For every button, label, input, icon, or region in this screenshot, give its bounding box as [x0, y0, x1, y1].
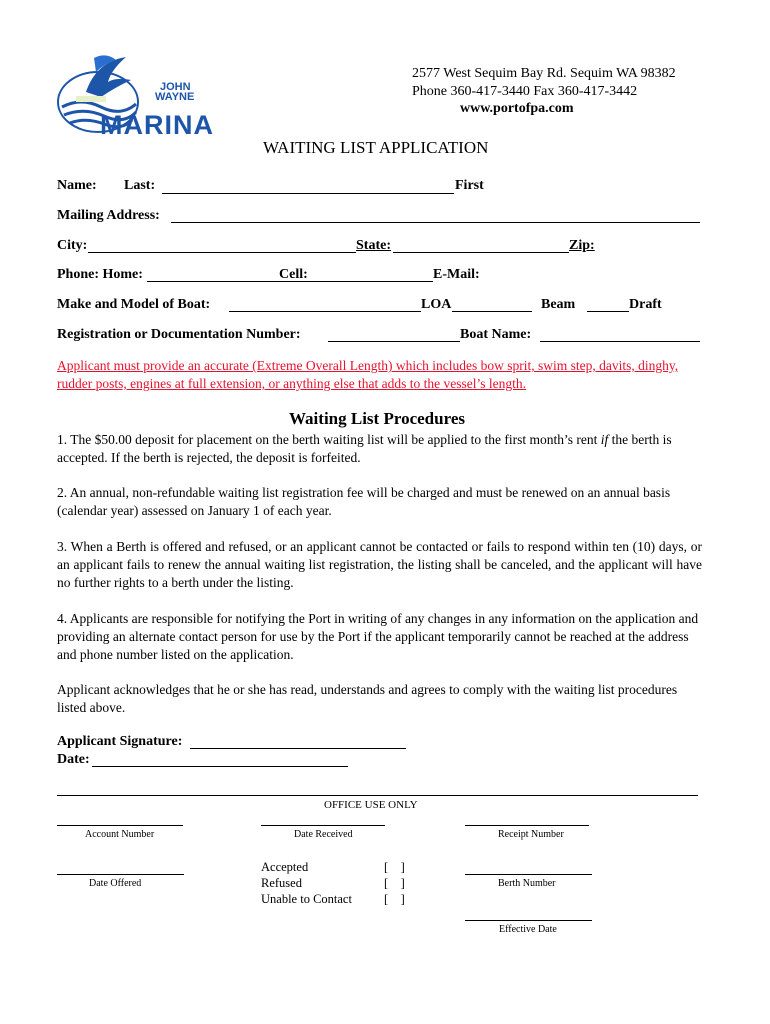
office-divider [57, 795, 698, 796]
procedure-1-emphasis: if [600, 432, 609, 447]
effective-date-label: Effective Date [499, 924, 557, 935]
cell-label: Cell: [279, 267, 308, 282]
date-offered-field[interactable] [57, 874, 184, 875]
date-field[interactable] [92, 766, 348, 767]
phone-home-field[interactable] [147, 281, 279, 282]
last-name-label: Last: [124, 178, 156, 193]
draft-label: Draft [629, 297, 662, 312]
date-received-label: Date Received [294, 829, 353, 840]
unable-checkbox[interactable]: [ ] [384, 892, 405, 906]
accepted-checkbox[interactable]: [ ] [384, 860, 405, 874]
accepted-label: Accepted [261, 860, 309, 874]
date-offered-label: Date Offered [89, 878, 142, 889]
berth-number-field[interactable] [465, 874, 592, 875]
make-model-label: Make and Model of Boat: [57, 297, 211, 312]
phone-home-label: Phone: Home: [57, 267, 143, 282]
signature-label: Applicant Signature: [57, 734, 183, 749]
registration-label: Registration or Documentation Number: [57, 327, 301, 342]
boat-name-label: Boat Name: [460, 327, 532, 342]
procedure-2: 2. An annual, non-refundable waiting list registration fee will be charged and must be renewed on an annual basis (calendar year) assessed on January 1 of each year. [57, 485, 671, 518]
email-label: E-Mail: [433, 267, 480, 282]
effective-date-field[interactable] [465, 920, 592, 921]
acknowledgement: Applicant acknowledges that he or she has read, understands and agrees to comply with the waiting list procedures listed above. [57, 682, 678, 715]
header-address: 2577 West Sequim Bay Rd. Sequim WA 98382 [412, 66, 676, 81]
header-phone-fax: Phone 360-417-3440 Fax 360-417-3442 [412, 84, 638, 99]
loa-warning: Applicant must provide an accurate (Extreme Overall Length) which includes bow sprit, swim step, davits, dinghy, rudder posts, engines at full extension, or anything else that adds to the vessel’s length. [57, 358, 679, 391]
page-title: WAITING LIST APPLICATION [263, 138, 489, 157]
state-label: State: [356, 238, 391, 253]
cell-field[interactable] [279, 281, 433, 282]
john-wayne-marina-logo [56, 52, 222, 142]
state-field[interactable] [393, 252, 569, 253]
office-use-title: OFFICE USE ONLY [324, 799, 418, 811]
name-label: Name: [57, 178, 97, 193]
procedure-1-text-a: 1. The $50.00 deposit for placement on the berth waiting list will be applied to the first month’s rent [57, 432, 601, 447]
procedure-4: 4. Applicants are responsible for notifying the Port in writing of any changes in any information on the application and providing an alternate contact person for use by the Port if the applicant temporarily cannot be reached at the address and phone number listed on the application. [57, 611, 699, 662]
account-number-field[interactable] [57, 825, 183, 826]
registration-field[interactable] [328, 341, 460, 342]
logo-text-wayne: WAYNE [155, 91, 195, 103]
refused-label: Refused [261, 876, 302, 890]
header-website[interactable]: www.portofpa.com [460, 101, 574, 116]
date-received-field[interactable] [261, 825, 385, 826]
last-name-field[interactable] [162, 193, 454, 194]
procedures-heading: Waiting List Procedures [289, 409, 465, 428]
boat-name-field[interactable] [540, 341, 700, 342]
account-number-label: Account Number [85, 829, 155, 840]
unable-label: Unable to Contact [261, 892, 352, 906]
beam-label: Beam [541, 297, 576, 312]
mailing-address-field[interactable] [171, 222, 700, 223]
procedure-1-text-b: the berth is accepted. If the berth is rejected, the deposit is forfeited. [57, 432, 672, 465]
signature-field[interactable] [190, 748, 406, 749]
logo-text-marina: MARINA [100, 110, 214, 140]
make-model-field[interactable] [229, 311, 421, 312]
loa-field[interactable] [452, 311, 532, 312]
berth-number-label: Berth Number [498, 878, 556, 889]
procedure-1 [57, 431, 702, 467]
receipt-number-field[interactable] [465, 825, 589, 826]
receipt-number-label: Receipt Number [498, 829, 564, 840]
refused-checkbox[interactable]: [ ] [384, 876, 405, 890]
city-label: City: [57, 238, 88, 253]
zip-label: Zip: [569, 238, 595, 253]
logo-text-john: JOHN [160, 81, 191, 93]
first-name-label: First [455, 178, 484, 193]
date-label: Date: [57, 752, 90, 767]
procedure-3: 3. When a Berth is offered and refused, or an applicant cannot be contacted or fails to respond within ten (10) days, or an applicant fails to renew the annual waiting list registration, the listing shall be canceled, and the applicant will have no further rights to a berth under the listing. [57, 539, 702, 590]
city-field[interactable] [88, 252, 356, 253]
loa-label: LOA [421, 297, 452, 312]
mailing-address-label: Mailing Address: [57, 208, 160, 223]
beam-field[interactable] [587, 311, 629, 312]
